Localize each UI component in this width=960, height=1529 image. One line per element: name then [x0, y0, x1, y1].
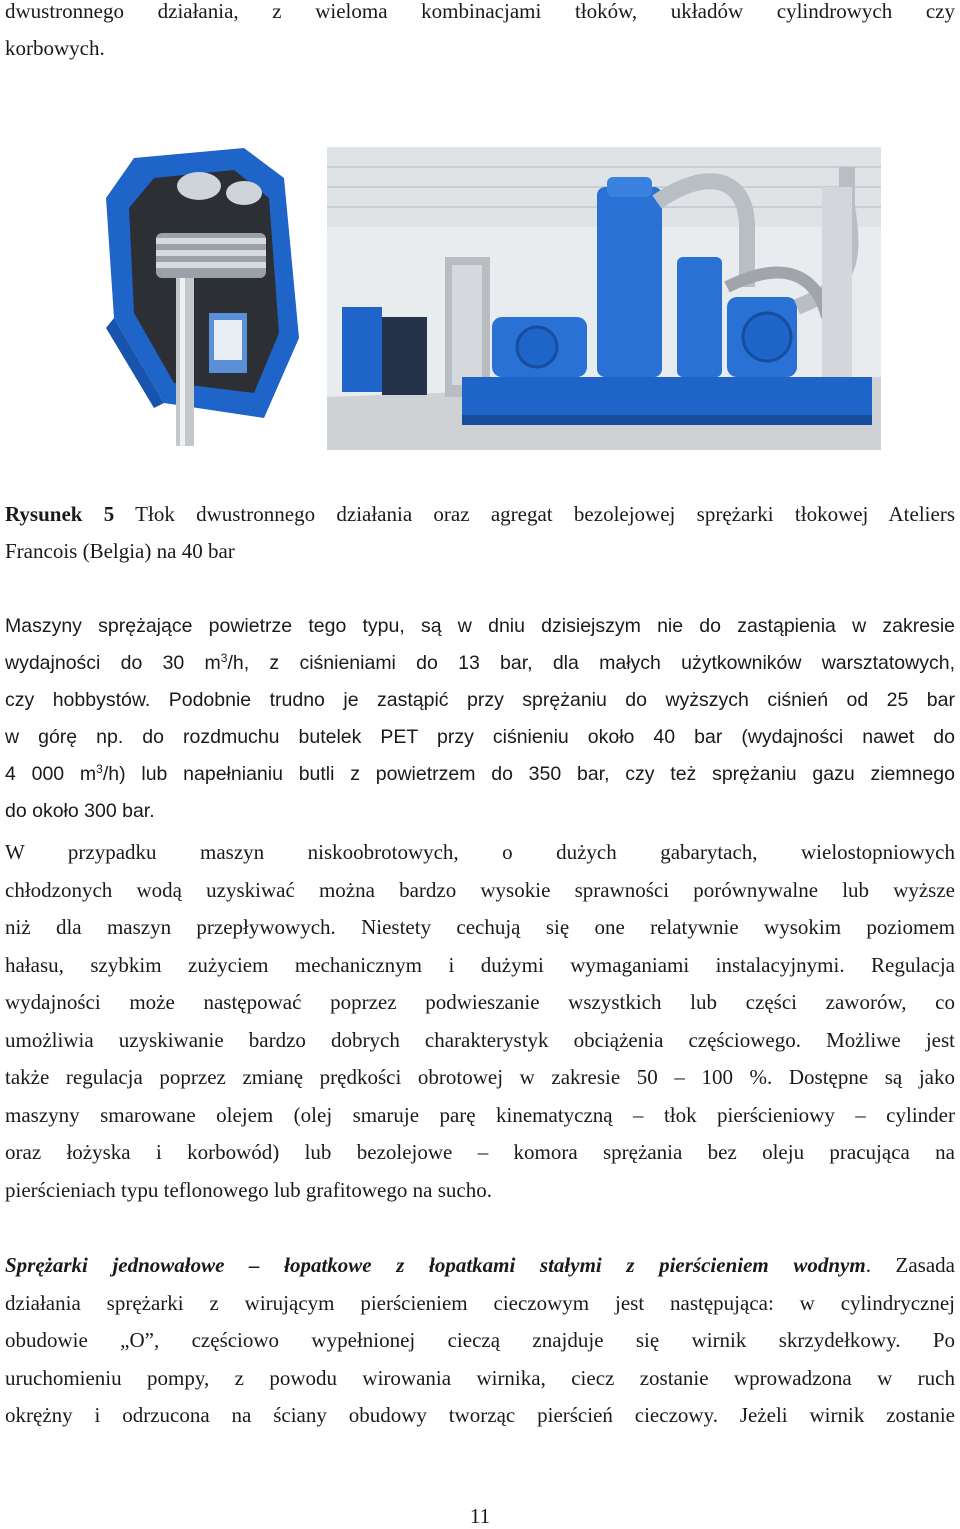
text-fragment: 4 000 m — [5, 763, 97, 785]
text-line: hałasu, szybkim zużyciem mechanicznym i dużymi wymaganiami instalacyjnymi. Regulacja — [5, 953, 955, 977]
text-line: niż dla maszyn przepływowych. Niestety cechują się one relatywnie wysokim poziomem — [5, 915, 955, 939]
text-line: maszyny smarowane olejem (olej smaruje parę kinematyczną – tłok pierścieniowy – cylinder — [5, 1103, 955, 1127]
text-fragment: /h, z ciśnieniami do 13 bar, dla małych użytkowników warsztatowych, — [227, 652, 955, 674]
text-line — [5, 760, 955, 788]
text-fragment: wydajności do 30 m — [5, 652, 221, 674]
text-line: obudowie „O”, częściowo wypełnionej cieczą znajduje się wirnik skrzydełkowy. Po — [5, 1328, 955, 1352]
text-fragment: . Zasada — [865, 1253, 955, 1277]
compressor-unit-photo — [327, 147, 881, 450]
text-line: oraz łożyska i korbowód) lub bezolejowe – komora sprężania bez oleju pracująca na — [5, 1140, 955, 1164]
piston-cutaway-illustration — [94, 138, 316, 448]
text-line — [5, 649, 955, 677]
superscript: 3 — [220, 651, 228, 665]
text-line: Maszyny sprężające powietrze tego typu, są w dniu dzisiejszym nie do zastąpienia w zakresie — [5, 615, 955, 637]
text-line: uruchomieniu pompy, z powodu wirowania wirnika, ciecz zostanie wprowadzona w ruch — [5, 1366, 955, 1390]
text-line: także regulacja poprzez zmianę prędkości obrotowej w zakresie 50 – 100 %. Dostępne są jako — [5, 1065, 955, 1089]
text-line: korbowych. — [5, 36, 105, 60]
figure-caption-cont: Francois (Belgia) na 40 bar — [5, 539, 235, 563]
text-fragment: /h) lub napełnianiu butli z powietrzem do 350 bar, czy też sprężaniu gazu ziemnego — [102, 763, 955, 785]
text-line: okrężny i odrzucona na ściany obudowy tworząc pierścień cieczowy. Jeżeli wirnik zostanie — [5, 1403, 955, 1427]
text-line: wydajności może następować poprzez podwieszanie wszystkich lub części zaworów, co — [5, 990, 955, 1014]
text-line: czy hobbystów. Podobnie trudno je zastąpić przy sprężaniu do wyższych ciśnień od 25 bar — [5, 689, 955, 711]
page-number: 11 — [469, 1504, 491, 1528]
caption-text: Tłok dwustronnego działania oraz agregat bezolejowej sprężarki tłokowej Ateliers — [114, 502, 955, 526]
section-heading-line — [5, 1251, 955, 1279]
caption-label: Rysunek 5 — [5, 502, 115, 526]
text-line: działania sprężarki z wirującym pierścieniem cieczowym jest następująca: w cylindrycznej — [5, 1291, 955, 1315]
text-line: dwustronnego działania, z wieloma kombinacjami tłoków, układów cylindrowych czy — [5, 0, 955, 23]
text-line: chłodzonych wodą uzyskiwać można bardzo wysokie sprawności porównywalne lub wyższe — [5, 878, 955, 902]
superscript: 3 — [96, 762, 103, 776]
text-line: umożliwia uzyskiwanie bardzo dobrych charakterystyk obciążenia częściowego. Możliwe jest — [5, 1028, 955, 1052]
figure-caption — [5, 500, 955, 528]
section-heading: Sprężarki jednowałowe – łopatkowe z łopatkami stałymi z pierścieniem wodnym — [5, 1253, 866, 1277]
text-line: pierścieniach typu teflonowego lub grafitowego na sucho. — [5, 1178, 492, 1202]
text-line: w górę np. do rozdmuchu butelek PET przy ciśnieniu około 40 bar (wydajności nawet do — [5, 726, 955, 748]
text-line: W przypadku maszyn niskoobrotowych, o dużych gabarytach, wielostopniowych — [5, 840, 955, 864]
text-line: do około 300 bar. — [5, 800, 155, 822]
